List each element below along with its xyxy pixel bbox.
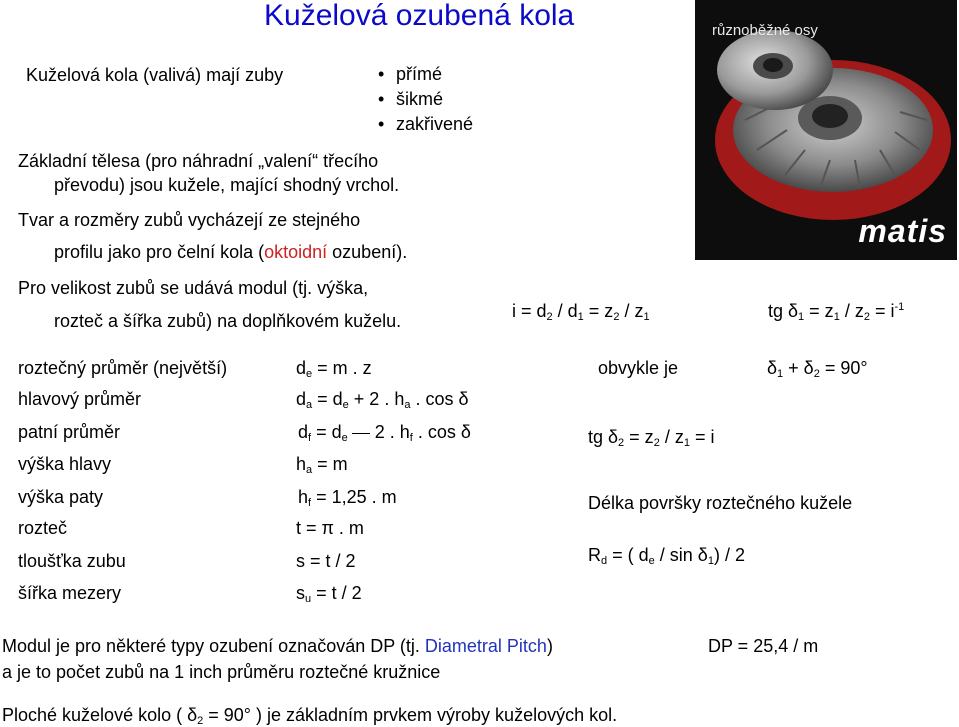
bevel-gear-photo	[695, 0, 957, 260]
intro-lead: Kuželová kola (valivá) mají zuby	[26, 65, 284, 85]
tooth-type-item: • šikmé	[378, 87, 473, 112]
photo-caption: různoběžné osy	[712, 22, 818, 39]
pitch-formula: t = π . m	[296, 518, 364, 538]
space-width-formula: $s_u = t / 2$	[296, 583, 362, 605]
tooth-thickness-formula: s = t / 2	[296, 551, 356, 571]
matis-logo: matis	[858, 213, 947, 249]
paragraph-line: rozteč a šířka zubů) na doplňkovém kuželu.	[54, 311, 402, 331]
tangent-formula: tg $\delta_1 = z_1 / z_2 = i^{-1}$	[768, 301, 905, 323]
diametral-pitch-note: Modul je pro některé typy ozubení označován DP (tj. Diametral Pitch)	[2, 636, 553, 656]
tooth-type-item: • přímé	[378, 62, 473, 87]
param-label: hlavový průměr	[18, 389, 142, 409]
angle-sum-formula: $\delta_1 + \delta_2 = 90^\circ$	[767, 358, 868, 380]
param-label: výška paty	[18, 487, 104, 507]
param-label: šířka mezery	[18, 583, 122, 603]
paragraph-line: Pro velikost zubů se udává modul (tj. výška,	[18, 278, 369, 298]
diametral-pitch-term: Diametral Pitch	[424, 636, 547, 656]
root-diameter-formula: $d_f = d_e$ 2 . $h_f$ . cos δ	[298, 422, 471, 444]
param-label: výška hlavy	[18, 454, 112, 474]
tip-diameter-formula: $d_a = d_e + 2$ . $h_a$ . cos δ	[296, 389, 469, 411]
param-label: patní průměr	[18, 422, 121, 442]
paragraph-line: profilu jako pro čelní kola (oktoidní ozubení).	[54, 242, 408, 262]
addendum-formula: $h_a = m$	[296, 454, 348, 476]
cone-length-formula: $R_d$ = ( $d_e$ / $\sin \delta_1) / 2$	[588, 545, 745, 567]
minus-sign	[352, 433, 370, 434]
paragraph-line: Základní tělesa (pro náhradní „valení“ třecího	[18, 151, 379, 171]
diametral-pitch-explanation: a je to počet zubů na 1 inch průměru roztečné kružnice	[2, 662, 441, 682]
param-label: tloušťka zubu	[18, 551, 126, 571]
paragraph-line: Tvar a rozměry zubů vycházejí ze stejného	[18, 210, 361, 230]
param-label: rozteč	[18, 518, 68, 538]
tooth-type-list	[378, 62, 473, 137]
tooth-type-item: • zakřivené	[378, 112, 473, 137]
param-label: roztečný průměr (největší)	[18, 358, 228, 378]
gear-ratio-formula: $i = d_2 / d_1 = z_2 / z_1$	[512, 301, 650, 323]
tangent-delta2-formula: tg $\delta_2 = z_2 / z_1 = i$	[588, 427, 715, 449]
octoid-term: oktoidní	[264, 242, 328, 262]
paragraph-line: převodu) jsou kužele, mající shodný vrchol.	[54, 175, 400, 195]
usually-label: obvykle je	[598, 358, 679, 378]
page-title: Kuželová ozubená kola	[264, 0, 575, 32]
pitch-diameter-formula: $d_e = m$ . z	[296, 358, 372, 380]
dp-formula: DP = 25,4 / m	[708, 636, 819, 656]
crown-gear-note: Ploché kuželové kolo ( $\delta_2 = 90^\circ$ ) je základním prvkem výroby kuželových kol.	[2, 705, 618, 727]
cone-length-label: Délka površky roztečného kužele	[588, 493, 853, 513]
dedendum-formula: $h_f = 1,25$ . m	[298, 487, 397, 509]
